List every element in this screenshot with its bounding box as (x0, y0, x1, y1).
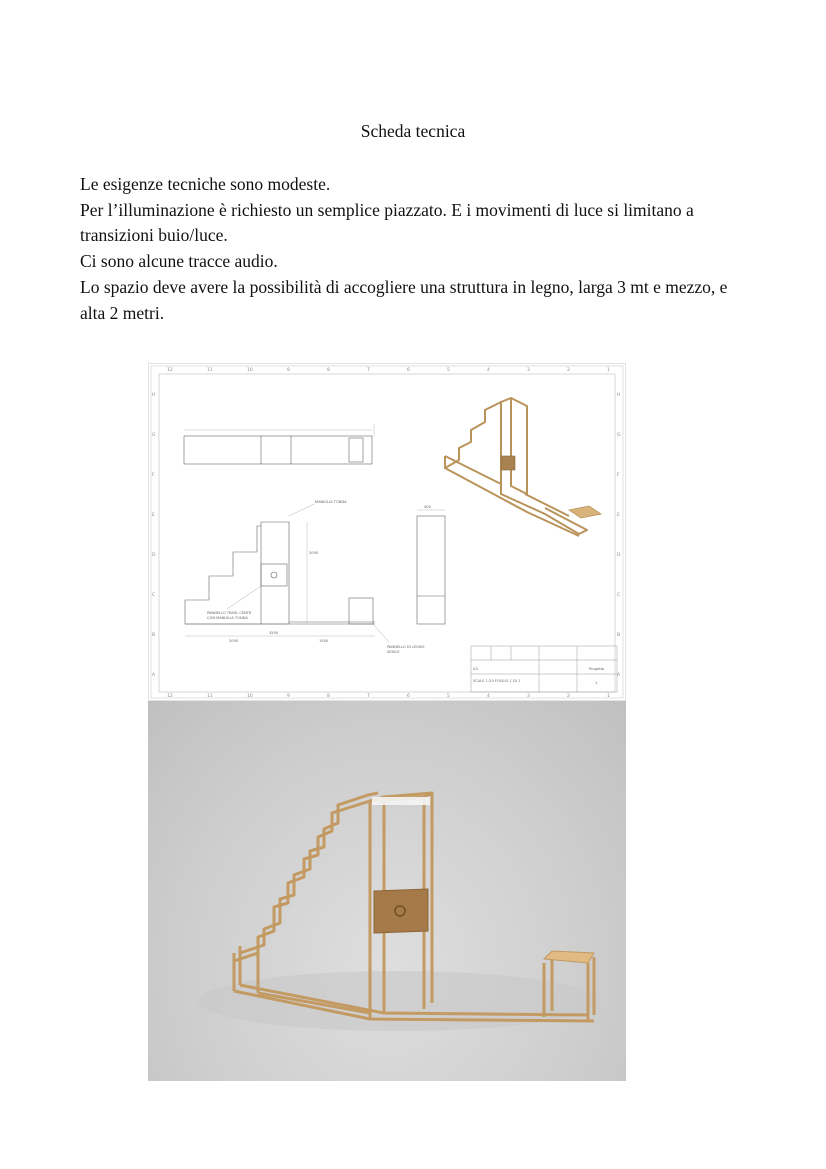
ruler-number: 3 (527, 694, 530, 699)
paragraph: Le esigenze tecniche sono modeste. (80, 174, 331, 194)
front-view (185, 504, 389, 642)
ruler-letter: B (152, 633, 156, 638)
ruler-letter: C (152, 593, 156, 598)
panel-label: PANNELLO TRASL CENTR (207, 611, 252, 615)
dim-total: 3500 (269, 631, 279, 635)
iso-bench-top (569, 506, 601, 518)
ruler-letter: H (152, 393, 156, 398)
ruler-number: 8 (327, 368, 330, 373)
dim-height: 2000 (309, 551, 319, 555)
ruler-letter: D (617, 553, 621, 558)
ruler-letter: F (617, 473, 620, 478)
iso-panel (501, 456, 515, 470)
side-view (417, 510, 445, 624)
ruler-number: 12 (167, 368, 173, 373)
top-view (184, 424, 374, 464)
ruler-number: 2 (567, 368, 570, 373)
body-text (80, 172, 750, 326)
ruler-letter: A (617, 673, 621, 678)
title-block-sheet: A3 (473, 667, 478, 671)
dim-right: 1500 (319, 639, 329, 643)
render-panel (374, 889, 428, 933)
ruler-number: 5 (447, 368, 450, 373)
render-image (148, 701, 626, 1081)
ruler-letter: H (617, 393, 621, 398)
handle-label: MANIGLIA TONDA (315, 500, 347, 504)
title-block-sheet-no: 1 (595, 681, 598, 685)
ruler-letters (152, 392, 621, 678)
ruler-number: 7 (367, 368, 370, 373)
bench-label-2: SEDILE (387, 650, 400, 654)
ruler-number: 3 (527, 368, 530, 373)
ruler-number: 6 (407, 694, 410, 699)
title-block-scale: SCALE 1:20 FOGLIO 1 DI 1 (473, 679, 521, 683)
paragraph: Ci sono alcune tracce audio. (80, 251, 278, 272)
ruler-letter: C (617, 593, 621, 598)
ruler-letter: F (152, 473, 155, 478)
ruler-number: 7 (367, 694, 370, 699)
paragraph: Per l’illuminazione è richiesto un semplice piazzato. E i movimenti di luce si limitano a transizioni buio/luce. (80, 199, 694, 246)
ruler-letter: B (617, 633, 621, 638)
bench-label: PANNELLO DI LEGNO (387, 645, 425, 649)
ruler-number: 8 (327, 694, 330, 699)
ruler-number: 4 (487, 694, 490, 699)
render-light (372, 797, 430, 805)
ruler-letter: D (152, 553, 156, 558)
ruler-number: 11 (207, 694, 213, 699)
ruler-letter: E (617, 513, 620, 518)
ruler-number: 4 (487, 368, 490, 373)
ruler-letter: A (152, 673, 156, 678)
ruler-number: 9 (287, 368, 290, 373)
ruler-number: 12 (167, 694, 173, 699)
panel-label-2: CON MANIGLIA TONDA (207, 616, 248, 620)
ruler-letter: G (152, 433, 156, 438)
ruler-number: 2 (567, 694, 570, 699)
ruler-number: 11 (207, 368, 213, 373)
ruler-number: 1 (607, 368, 610, 373)
page-title: Scheda tecnica (360, 121, 466, 141)
paragraph: Lo spazio deve avere la possibilità di accogliere una struttura in legno, larga 3 mt e mezzo, e alta 2 metri. (80, 276, 728, 323)
ruler-letter: G (617, 433, 621, 438)
isometric-view (445, 398, 587, 536)
technical-drawing (148, 363, 626, 701)
ruler-number: 10 (247, 368, 253, 373)
dim-left: 2000 (229, 639, 239, 643)
ruler-number: 10 (247, 694, 253, 699)
ruler-number: 5 (447, 694, 450, 699)
dim-side: 400 (424, 505, 431, 509)
ruler-letter: E (152, 513, 155, 518)
ruler-number: 6 (407, 368, 410, 373)
ruler-number: 9 (287, 694, 290, 699)
title-block-name: Progetto (589, 667, 605, 671)
ruler-number: 1 (607, 694, 610, 699)
